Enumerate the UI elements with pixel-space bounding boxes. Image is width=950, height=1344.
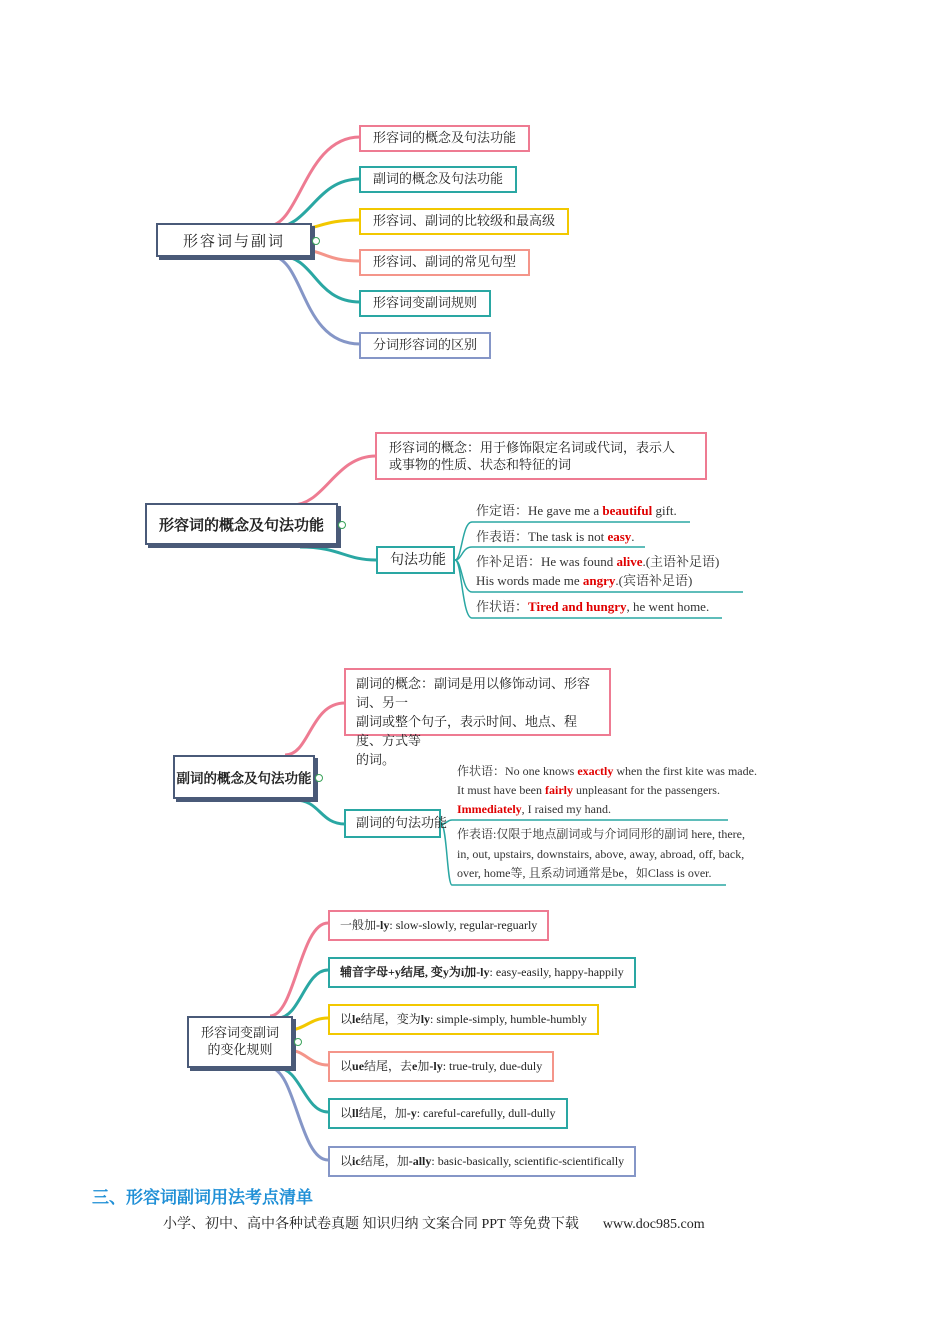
map4-rule-5: [328, 1098, 568, 1129]
text: 辅音字母+y结尾, 变y为i加: [340, 965, 477, 979]
text: : true-truly, due-duly: [442, 1059, 543, 1073]
map3-adverbial-3: [457, 800, 611, 820]
text: 结尾，加: [358, 1106, 407, 1120]
highlight: angry: [582, 573, 616, 588]
collapse-dot[interactable]: [315, 774, 323, 782]
map1-branch-1: 形容词的概念及句法功能: [359, 125, 530, 152]
footer-text: 小学、初中、高中各种试卷真题 知识归纳 文案合同 PPT 等免费下载: [163, 1217, 579, 1232]
map3-root: 副词的概念及句法功能: [173, 755, 315, 799]
text: -ally: [408, 1154, 432, 1168]
map4-rule-6: [328, 1146, 636, 1177]
map1-branch-4: 形容词、副词的常见句型: [359, 249, 530, 276]
map3-concept-line1: 副词的概念：副词是用以修饰动词、形容词、另一: [356, 677, 591, 711]
highlight: beautiful: [602, 503, 653, 518]
text: gift.: [652, 503, 677, 518]
map3-adverbial-1: [457, 762, 757, 782]
text: 作补足语：He was found: [476, 554, 617, 569]
text: -y: [406, 1106, 417, 1120]
text: 作状语：: [476, 599, 529, 614]
text: 作状语：No one knows: [457, 764, 578, 778]
map3-predicative-3: over, home等, 且系动词通常是be，如Class is over.: [457, 866, 712, 880]
map3-predicative-2: in, out, upstairs, downstairs, above, away, abroad, off, back,: [457, 847, 745, 861]
text: -ly: [429, 1059, 443, 1073]
map1-branch-6: 分词形容词的区别: [359, 332, 491, 359]
text: , he went home.: [626, 599, 710, 614]
section-heading: 三、形容词副词用法考点清单: [92, 1188, 313, 1208]
map2-concept-box: [375, 432, 707, 480]
map4-rule-2: [328, 957, 636, 988]
text: 加: [417, 1059, 430, 1073]
map4-rule-1: [328, 910, 549, 941]
text: 一般加: [340, 918, 377, 932]
map3-predicative-1: 作表语:仅限于地点副词或与介词同形的副词 here, there,: [457, 827, 745, 841]
text: ic: [352, 1154, 361, 1168]
collapse-dot[interactable]: [338, 521, 346, 529]
text: .(主语补足语): [642, 554, 720, 569]
text: : easy-easily, happy-happily: [489, 965, 624, 979]
map1-branch-2: 副词的概念及句法功能: [359, 166, 517, 193]
text: : slow-slowly, regular-reguarly: [389, 918, 538, 932]
text: 结尾，变为: [360, 1012, 421, 1026]
footer: [163, 1213, 705, 1233]
text: le: [352, 1012, 361, 1026]
map2-root: 形容词的概念及句法功能: [145, 503, 338, 545]
text: .(宾语补足语): [615, 573, 693, 588]
map3-concept-line2: 副词或整个句子，表示时间、地点、程度、方式等: [356, 715, 578, 749]
map4-root-line2: 的变化规则: [207, 1043, 273, 1058]
map2-predicative: [476, 527, 635, 546]
text: 以: [340, 1059, 353, 1073]
text: : basic-basically, scientific-scientifically: [431, 1154, 625, 1168]
text: .: [631, 529, 635, 544]
highlight: fairly: [544, 783, 573, 797]
text: -ly: [476, 965, 490, 979]
map2-attributive: [476, 501, 677, 520]
highlight: Tired and hungry: [528, 599, 627, 614]
map2-complement-2: [476, 571, 692, 590]
map4-rule-4: [328, 1051, 554, 1082]
text: 以: [340, 1012, 353, 1026]
highlight: alive: [616, 554, 643, 569]
map3-concept-box: [344, 668, 611, 768]
map3-concept-line3: 的词。: [356, 753, 396, 768]
text: 以: [340, 1154, 353, 1168]
text: 作表语：The task is not: [476, 529, 608, 544]
highlight: Immediately: [457, 802, 522, 816]
text: 以: [340, 1106, 353, 1120]
text: ll: [352, 1106, 359, 1120]
highlight: exactly: [577, 764, 614, 778]
highlight: easy: [607, 529, 632, 544]
map2-complement-1: [476, 552, 719, 571]
map4-rule-3: [328, 1004, 599, 1035]
text: It must have been: [457, 783, 545, 797]
map3-adverbial-2: [457, 781, 720, 801]
map4-root-line1: 形容词变副词: [200, 1026, 279, 1041]
text: 结尾，加: [360, 1154, 409, 1168]
text: -ly: [376, 918, 390, 932]
map4-root: [187, 1016, 293, 1068]
collapse-dot[interactable]: [294, 1038, 302, 1046]
text: His words made me: [476, 573, 583, 588]
map1-branch-3: 形容词、副词的比较级和最高级: [359, 208, 569, 235]
text: ue: [352, 1059, 365, 1073]
text: 结尾，去: [364, 1059, 413, 1073]
map1-branch-5: 形容词变副词规则: [359, 290, 491, 317]
map2-concept-line2: 或事物的性质、状态和特征的词: [389, 458, 572, 473]
map2-function-box: 句法功能: [376, 546, 455, 574]
text: : careful-carefully, dull-dully: [416, 1106, 556, 1120]
text: e: [412, 1059, 418, 1073]
text: 作定语：He gave me a: [476, 503, 603, 518]
map1-root: 形容词与副词: [156, 223, 312, 257]
text: when the first kite was made.: [613, 764, 757, 778]
text: unpleasant for the passengers.: [572, 783, 720, 797]
collapse-dot[interactable]: [312, 237, 320, 245]
text: ly: [420, 1012, 431, 1026]
map3-function-box: 副词的句法功能: [344, 809, 441, 838]
footer-url[interactable]: www.doc985.com: [602, 1217, 705, 1232]
map2-concept-line1: 形容词的概念：用于修饰限定名词或代词，表示人: [389, 441, 676, 456]
text: : simple-simply, humble-humbly: [430, 1012, 587, 1026]
map2-adverbial: [476, 597, 709, 616]
text: , I raised my hand.: [521, 802, 611, 816]
